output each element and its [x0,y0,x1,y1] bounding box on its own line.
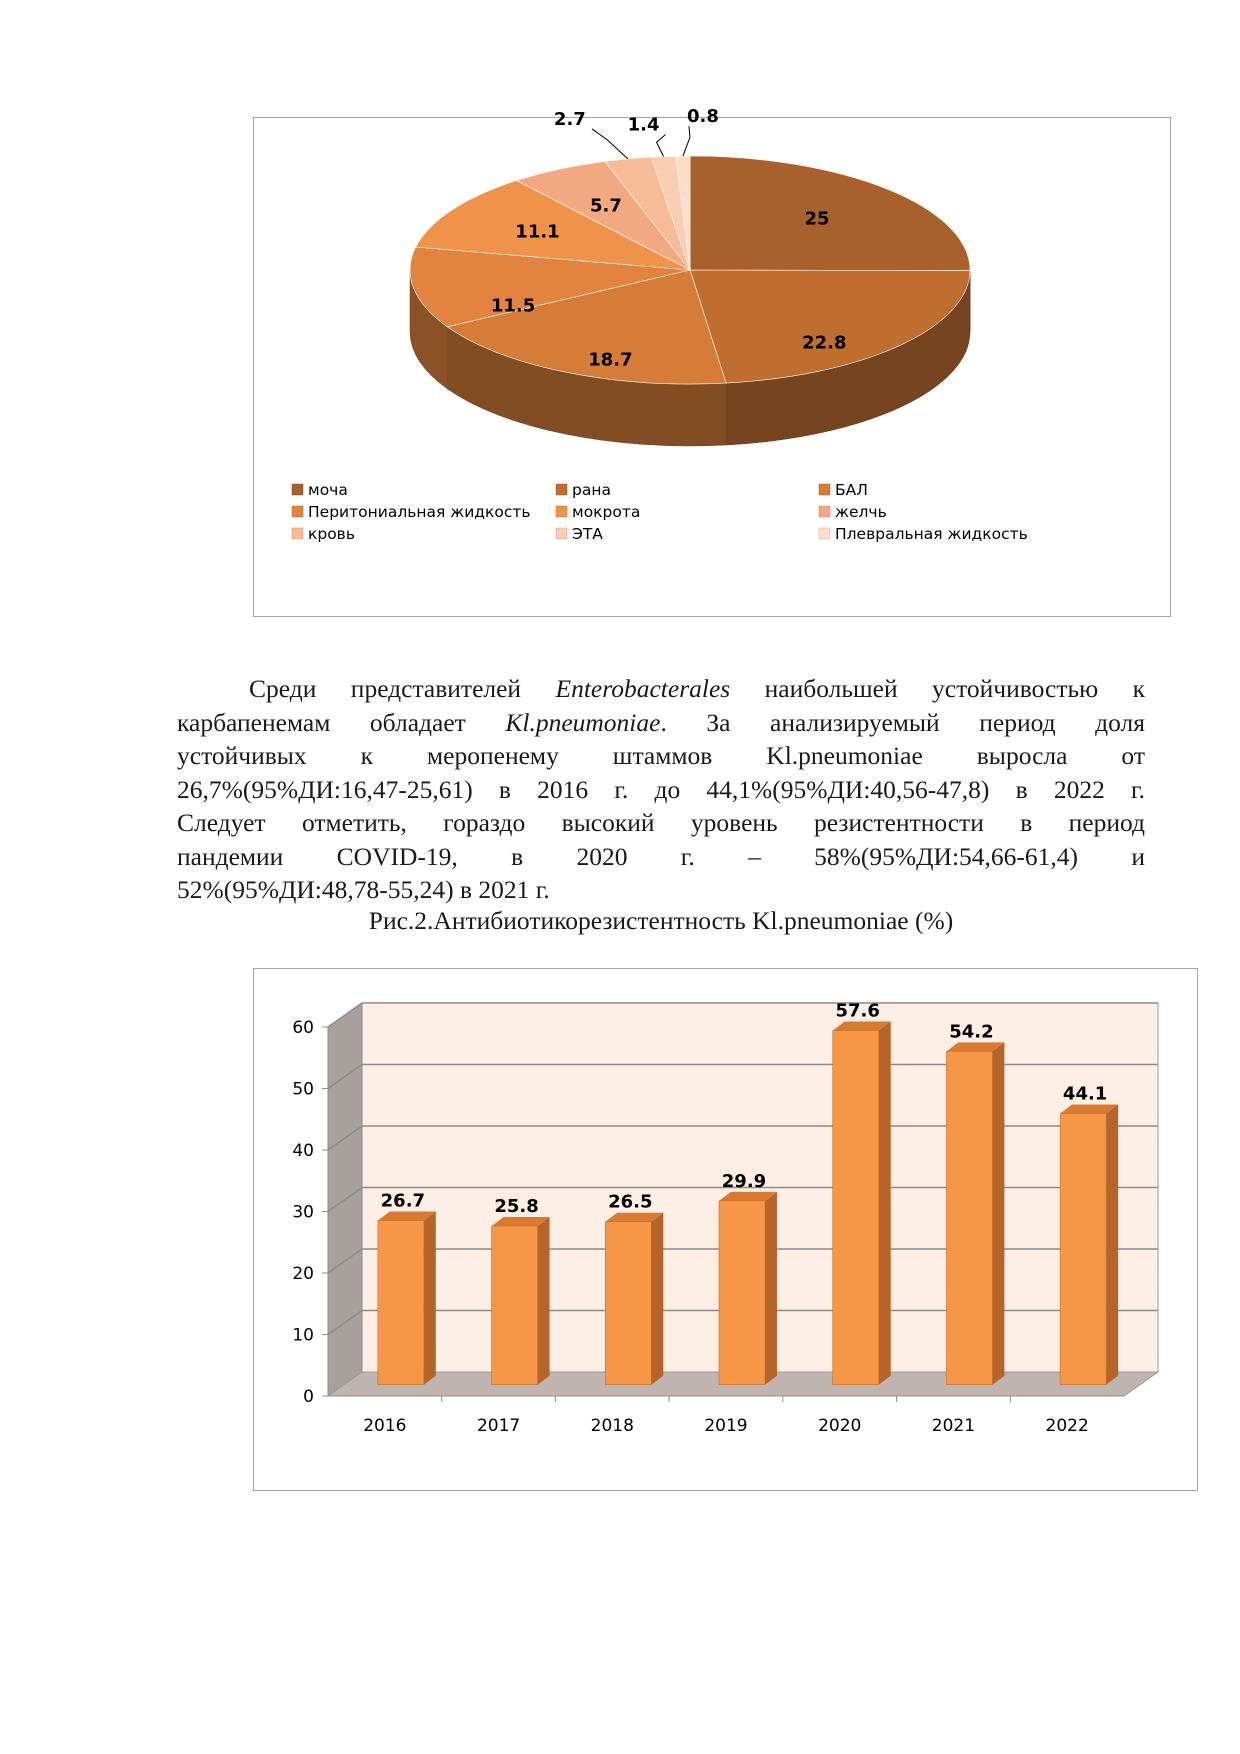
bar-chart-svg [254,969,1199,1492]
bar-data-label: 26.5 [608,1191,653,1213]
pie-data-label: 1.4 [627,114,660,136]
pie-data-label: 25 [804,208,830,230]
y-tick-label: 0 [303,1387,314,1407]
x-tick-label: 2022 [1045,1416,1089,1436]
bar-side [1106,1104,1118,1384]
bar-data-label: 26.7 [380,1190,426,1212]
bar-data-label: 25.8 [494,1196,539,1218]
paragraph-line: Среди представителей Enterobacterales наибольшей устойчивостью к [249,674,1145,703]
legend-label: БАЛ [835,481,868,499]
bar-data-label: 54.2 [949,1021,994,1043]
pie-legend [292,481,1028,543]
legend-swatch [819,528,830,539]
legend-label: Плевральная жидкость [835,525,1028,543]
pie-data-label: 2.7 [553,108,586,130]
y-tick-label: 50 [292,1079,314,1100]
x-tick-label: 2016 [363,1416,407,1436]
bar-data-label: 57.6 [835,1000,880,1022]
pie-data-label: 11.1 [515,221,560,243]
y-tick-label: 60 [292,1018,314,1038]
pie-data-label: 0.8 [686,106,719,128]
x-tick-label: 2017 [476,1416,521,1436]
legend-label: желчь [835,503,887,521]
paragraph-line: карбапенемам обладает Kl.pneumoniae. За анализируемый период доля [177,707,1145,737]
bar-side [765,1192,777,1385]
x-tick-label: 2018 [590,1416,634,1436]
pie-data-label: 22.8 [802,332,847,354]
pie-leader-line [657,135,666,157]
legend-swatch [819,506,830,517]
paragraph-line: Следует отметить, гораздо высокий уровень резистентности в период [177,808,1145,837]
pie-group [410,106,970,446]
bar-data-label: 44.1 [1062,1083,1108,1105]
legend-label: Перитониальная жидкость [308,503,531,521]
pie-leader-line [683,126,690,156]
pie-data-label: 5.7 [589,195,622,217]
bar [833,1030,879,1384]
paragraph-line: 52%(95%ДИ:48,78-55,24) в 2021 г. [177,875,550,904]
legend-swatch [292,506,303,517]
pie-chart-svg [254,106,1172,618]
pie-slice [690,156,970,271]
bar [946,1051,992,1384]
italic-term: Enterobacterales [555,674,731,703]
x-tick-label: 2021 [931,1416,976,1436]
bar-plot-area [292,1000,1158,1436]
bar [378,1221,424,1385]
y-tick-label: 40 [292,1141,314,1161]
paragraph-line: пандемии COVID-19, в 2020 г. – 58%(95%ДИ:54,66-61,4) и [177,841,1145,871]
pie-data-label: 18.7 [588,349,633,371]
bar-chart [253,968,1198,1491]
legend-label: ЭТА [572,525,603,543]
pie-data-label: 11.5 [490,295,536,317]
y-tick-label: 30 [292,1202,314,1223]
legend-label: мокрота [572,503,641,521]
bar-side [538,1217,550,1385]
bar [719,1201,765,1385]
legend-swatch [292,484,303,495]
legend-label: рана [572,481,611,499]
legend-swatch [556,484,567,495]
italic-term: Kl.pneumoniae [505,707,661,737]
bar [1060,1113,1106,1384]
bar [492,1226,538,1385]
paragraph-line: 26,7%(95%ДИ:16,47-25,61) в 2016 г. до 44,1%(95%ДИ:40,56-47,8) в 2022 г. [177,774,1145,804]
legend-swatch [292,528,303,539]
legend-label: кровь [308,525,355,543]
y-tick-label: 10 [292,1325,314,1346]
x-tick-label: 2020 [818,1416,862,1436]
x-tick-label: 2019 [704,1416,748,1436]
bar-side [424,1212,436,1385]
legend-swatch [556,528,567,539]
legend-swatch [556,506,567,517]
pie-leader-line [592,129,628,159]
paragraph-line: устойчивых к меропенему штаммов Kl.pneumoniae выросла от [177,741,1145,770]
legend-label: моча [308,481,348,499]
bar-side [879,1021,891,1384]
bar [605,1222,651,1385]
y-tick-label: 20 [292,1264,314,1284]
bar-data-label: 29.9 [721,1170,767,1192]
figure-caption: Рис.2.Антибиотикорезистентность Kl.pneumoniae (%) [368,906,954,935]
bar-side [992,1042,1004,1384]
legend-swatch [819,484,830,495]
pie-chart [253,106,1171,617]
body-paragraph [177,672,1145,907]
bar-side [651,1213,663,1385]
